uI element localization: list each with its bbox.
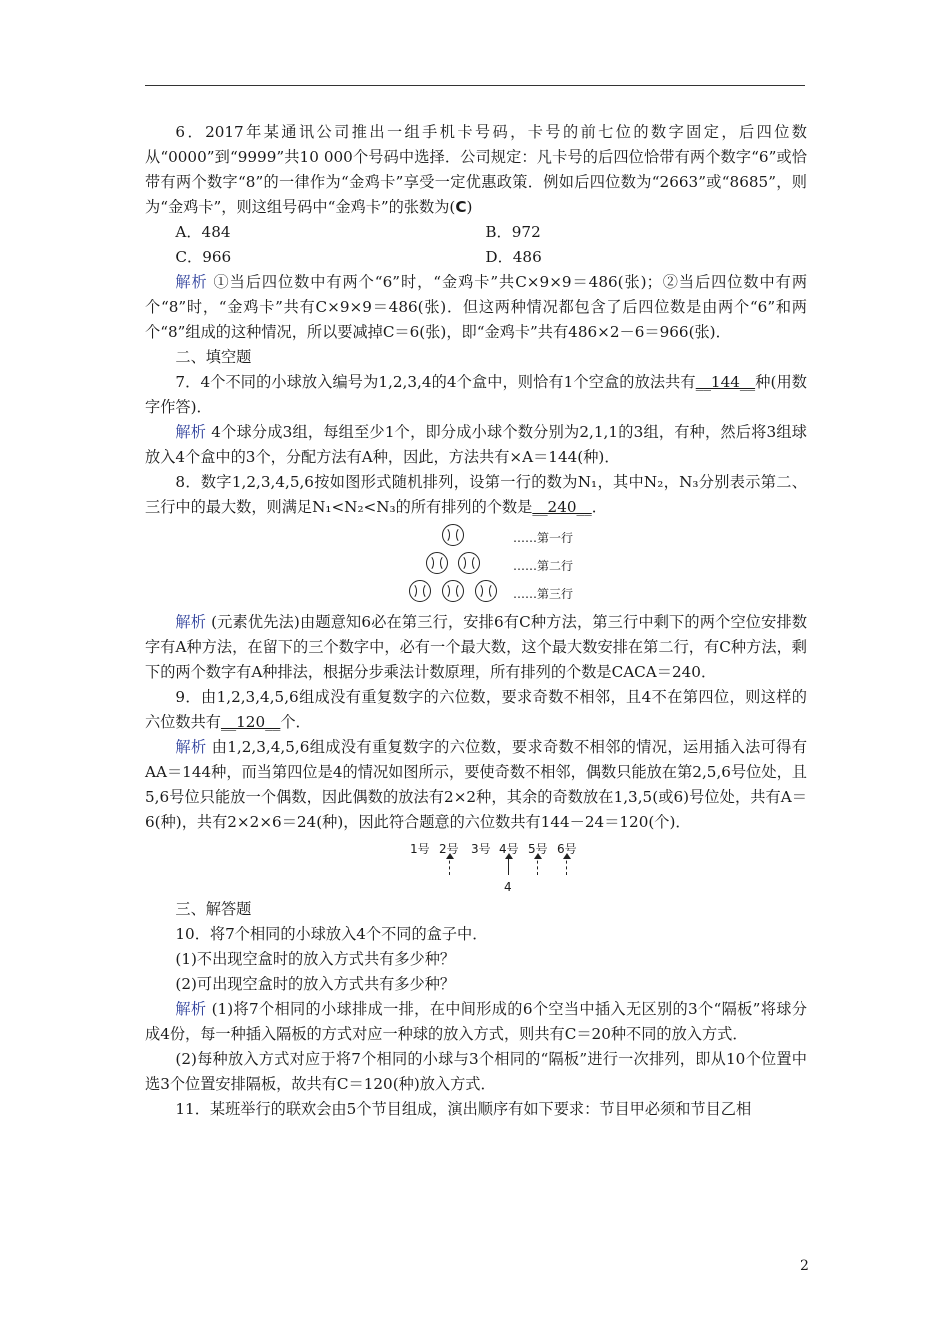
question-10-part-2: (2)可出现空盒时的放入方式共有多少种？ [175, 975, 456, 993]
solution-9: 解析 由1,2,3,4,5,6组成没有重复数字的六位数，要求奇数不相邻的情况，运用插入法可得有AA＝144种，而当第四位是4的情况如图所示，要使奇数不相邻，偶数只能放在第2,5,6号位处，且5,6号位只能放一个偶数，因此偶数的放法有2×2种，其余的奇数放在1,3,5(或6)号位处，共有A＝6(种)，共有2×2×6＝24(种)，因此符合题意的六位数共有144－24＝120(个)． [145, 738, 808, 831]
position-4: 4号 [499, 842, 519, 856]
solution-label: 解析 [175, 1000, 207, 1018]
question-10: 10．将7个相同的小球放入4个不同的盒子中． [175, 925, 488, 943]
section-answer: 三、解答题 [175, 900, 252, 918]
position-5: 5号 [528, 842, 548, 856]
question-6: 6．2017年某通讯公司推出一组手机卡号码，卡号的前七位的数字固定，后四位数从“0000”到“9999”共10 000个号码中选择．公司规定：凡卡号的后四位恰带有两个数字“6”或恰带有两个数字“8”的一律作为“金鸡卡”享受一定优惠政策．例如后四位数为“2663”或“8685”，则为“金鸡卡”，则这组号码中“金鸡卡”的张数为(C) [145, 123, 807, 216]
position-1: 1号 [410, 842, 430, 856]
solution-label: 解析 [175, 613, 207, 631]
position-3: 3号 [471, 842, 491, 856]
solution-label: 解析 [175, 738, 207, 756]
ball-icon [475, 580, 497, 602]
page-number: 2 [800, 1258, 809, 1274]
arrow-5-icon [537, 855, 538, 875]
arrow-6-icon [566, 855, 567, 875]
question-11: 11．某班举行的联欢会由5个节目组成，演出顺序有如下要求：节目甲必须和节目乙相 [175, 1100, 752, 1118]
answer-blank-8: __240__ [532, 498, 592, 516]
solution-6: 解析 ①当后四位数中有两个“6”时，“金鸡卡”共C×9×9＝486(张)；②当后四位数中有两个“8”时，“金鸡卡”共有C×9×9＝486(张)．但这两种情况都包含了后四位数是由两个“6”和两个“8”组成的这种情况，所以要减掉C＝6(张)，即“金鸡卡”共有486×2－6＝966(张)． [145, 273, 808, 341]
solution-label: 解析 [175, 423, 207, 441]
position-6: 6号 [557, 842, 577, 856]
solution-10-part-2: (2)每种放入方式对应于将7个相同的小球与3个相同的“隔板”进行一次排列，即从10个位置中选3个位置安排隔板，故共有C＝120(种)放入方式． [145, 1050, 807, 1093]
option-a: A．484 [175, 223, 231, 241]
solution-10-part-1: 解析 (1)将7个相同的小球排成一排，在中间形成的6个空当中插入无区别的3个“隔板”将球分成4份，每一种插入隔板的方式对应一种球的放入方式，则共有C＝20种不同的放入方式． [145, 1000, 808, 1043]
arrow-2-icon [449, 855, 450, 875]
row-label-3: ……第三行 [513, 587, 574, 601]
options-row-2 [145, 245, 807, 270]
question-9: 9．由1,2,3,4,5,6组成没有重复数字的六位数，要求奇数不相邻，且4不在第四位，则这样的六位数共有__120__个． [145, 688, 807, 731]
question-8: 8．数字1,2,3,4,5,6按如图形式随机排列，设第一行的数为N₁，其中N₂，N₃分别表示第二、三行中的最大数，则满足N₁<N₂<N₃的所有排列的个数是__240__． [145, 473, 807, 516]
answer-blank-9: __120__ [220, 713, 281, 731]
option-b: B．972 [485, 223, 541, 241]
solution-7: 解析 4个球分成3组，每组至少1个，即分成小球个数分别为2,1,1的3组，有种，然后将3组球放入4个盒中的3个，分配方法有A种，因此，方法共有×A＝144(种)． [145, 423, 807, 466]
row-label-2: ……第二行 [513, 559, 574, 573]
ball-triangle-figure [145, 522, 807, 606]
ball-icon [426, 552, 448, 574]
options-row-1 [145, 220, 807, 245]
section-fill-in: 二、填空题 [175, 348, 252, 366]
position-figure [145, 837, 807, 894]
header-rule [145, 85, 805, 86]
question-10-part-1: (1)不出现空盒时的放入方式共有多少种？ [175, 950, 456, 968]
option-c: C．966 [175, 248, 232, 266]
solution-label: 解析 [175, 273, 208, 291]
row-label-1: ……第一行 [513, 531, 574, 545]
ball-icon [458, 552, 480, 574]
arrow-label-4: 4 [504, 880, 512, 894]
ball-icon [442, 580, 464, 602]
position-2: 2号 [439, 842, 459, 856]
option-d: D．486 [485, 248, 542, 266]
ball-icon [442, 524, 464, 546]
answer-6: C [455, 198, 467, 216]
answer-blank-7: __144__ [695, 373, 756, 391]
arrow-4-icon [508, 855, 509, 875]
ball-icon [409, 580, 431, 602]
page-content [145, 120, 807, 1122]
solution-8: 解析 (元素优先法)由题意知6必在第三行，安排6有C种方法，第三行中剩下的两个空位安排数字有A种方法，在留下的三个数字中，必有一个最大数，这个最大数安排在第二行，有C种方法，剩下的两个数字有A种排法，根据分步乘法计数原理，所有排列的个数是CACA＝240． [145, 613, 808, 681]
question-7: 7．4个不同的小球放入编号为1,2,3,4的4个盒中，则恰有1个空盒的放法共有__144__种(用数字作答)． [145, 373, 807, 416]
